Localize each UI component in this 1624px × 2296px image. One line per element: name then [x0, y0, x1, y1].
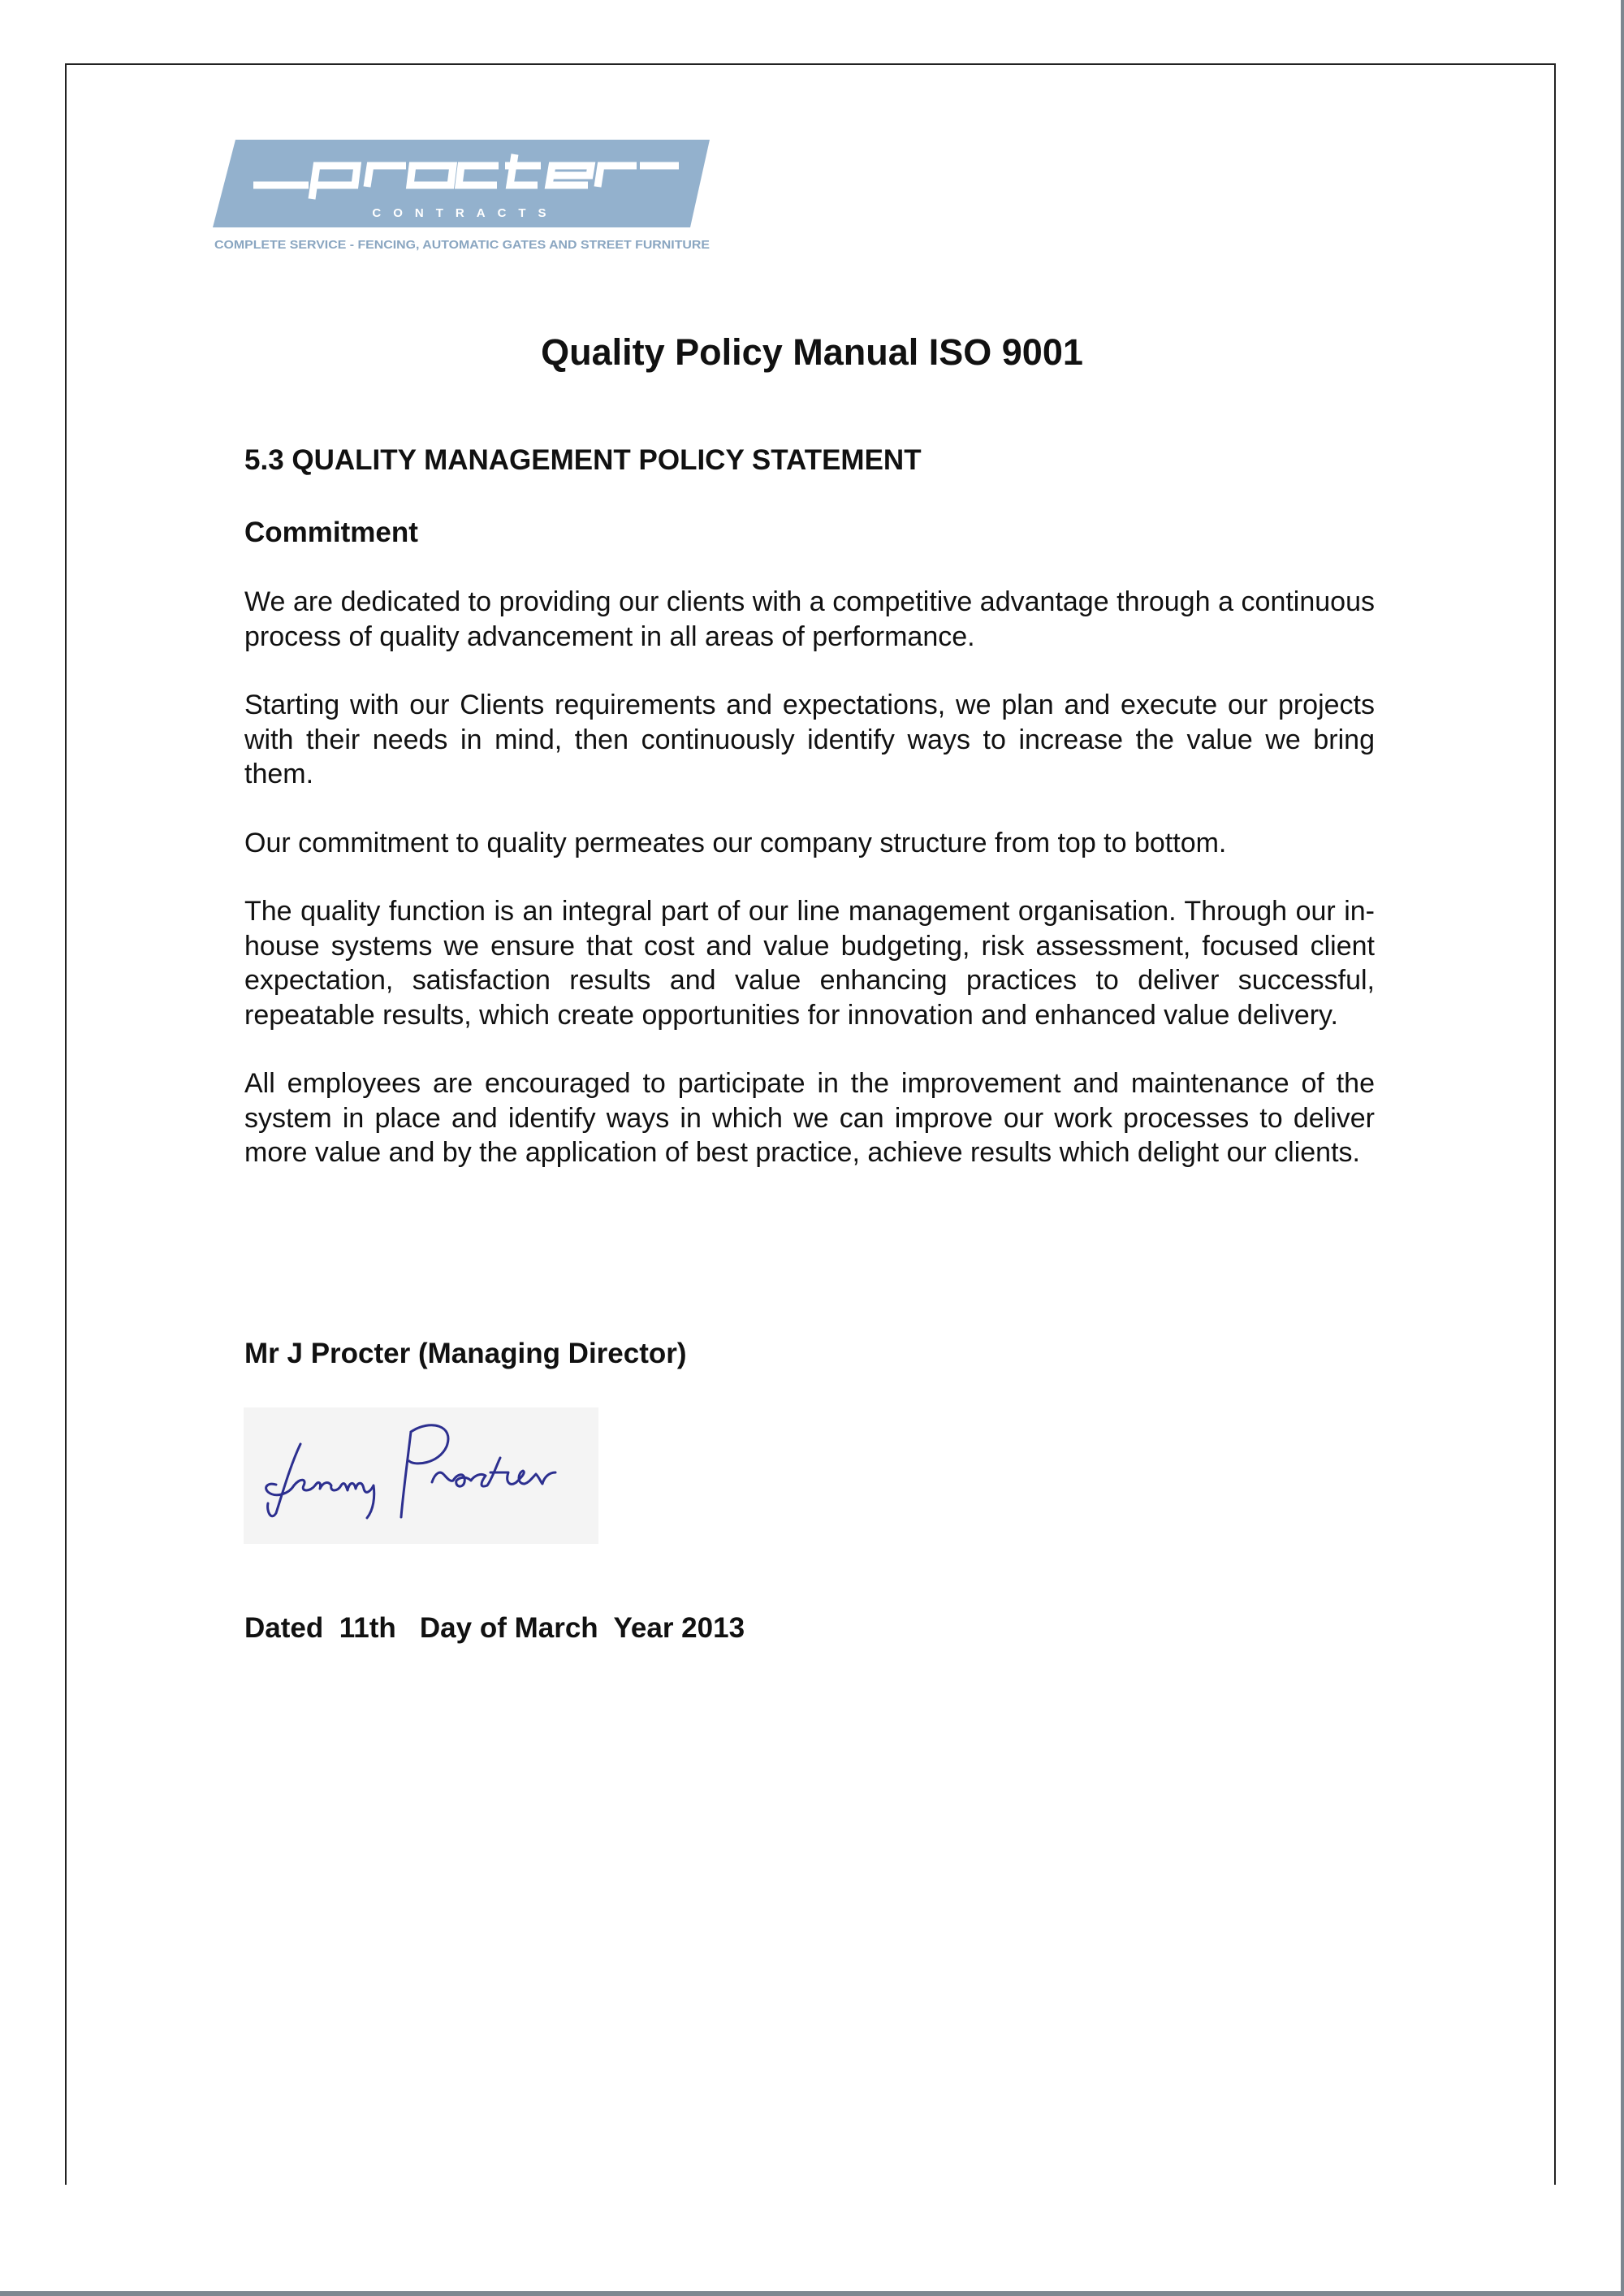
paragraph: The quality function is an integral part of our line management organisation. Through our in-house systems we ensure that cost and value budgeting, risk assessment, focused client expectation, satisfaction results and value enhancing practices to deliver successful, repeatable results, which create opportunities for innovation and enhanced value delivery. [244, 896, 1375, 1031]
dated-line: Dated 11th Day of March Year 2013 [244, 1612, 745, 1644]
sub-heading-commitment: Commitment [244, 517, 418, 548]
paragraph: Starting with our Clients requirements and expectations, we plan and execute our projects with their needs in mind, then continuously identify ways to increase the value we bring them. [244, 690, 1375, 789]
logo-tagline: COMPLETE SERVICE - FENCING, AUTOMATIC GATES AND STREET FURNITURE [214, 239, 710, 252]
paragraph: Our commitment to quality permeates our company structure from top to bottom. [244, 827, 1227, 858]
logo-subline: CONTRACTS [372, 206, 559, 220]
signatory-name: Mr J Procter (Managing Director) [244, 1338, 687, 1369]
company-logo [213, 138, 718, 260]
signature-image [244, 1407, 598, 1544]
document-body [244, 443, 1375, 1204]
paragraph: We are dedicated to providing our clients with a competitive advantage through a continuous process of quality advancement in all areas of performance. [244, 586, 1375, 652]
section-heading: 5.3 QUALITY MANAGEMENT POLICY STATEMENT [244, 444, 922, 476]
document-title: Quality Policy Manual ISO 9001 [541, 331, 1083, 373]
paragraph: All employees are encouraged to participate in the improvement and maintenance of the system in place and identify ways in which we can improve our work processes to deliver more value and by the application of best practice, achieve results which delight our clients. [244, 1068, 1375, 1168]
handwritten-signature [244, 1407, 598, 1544]
